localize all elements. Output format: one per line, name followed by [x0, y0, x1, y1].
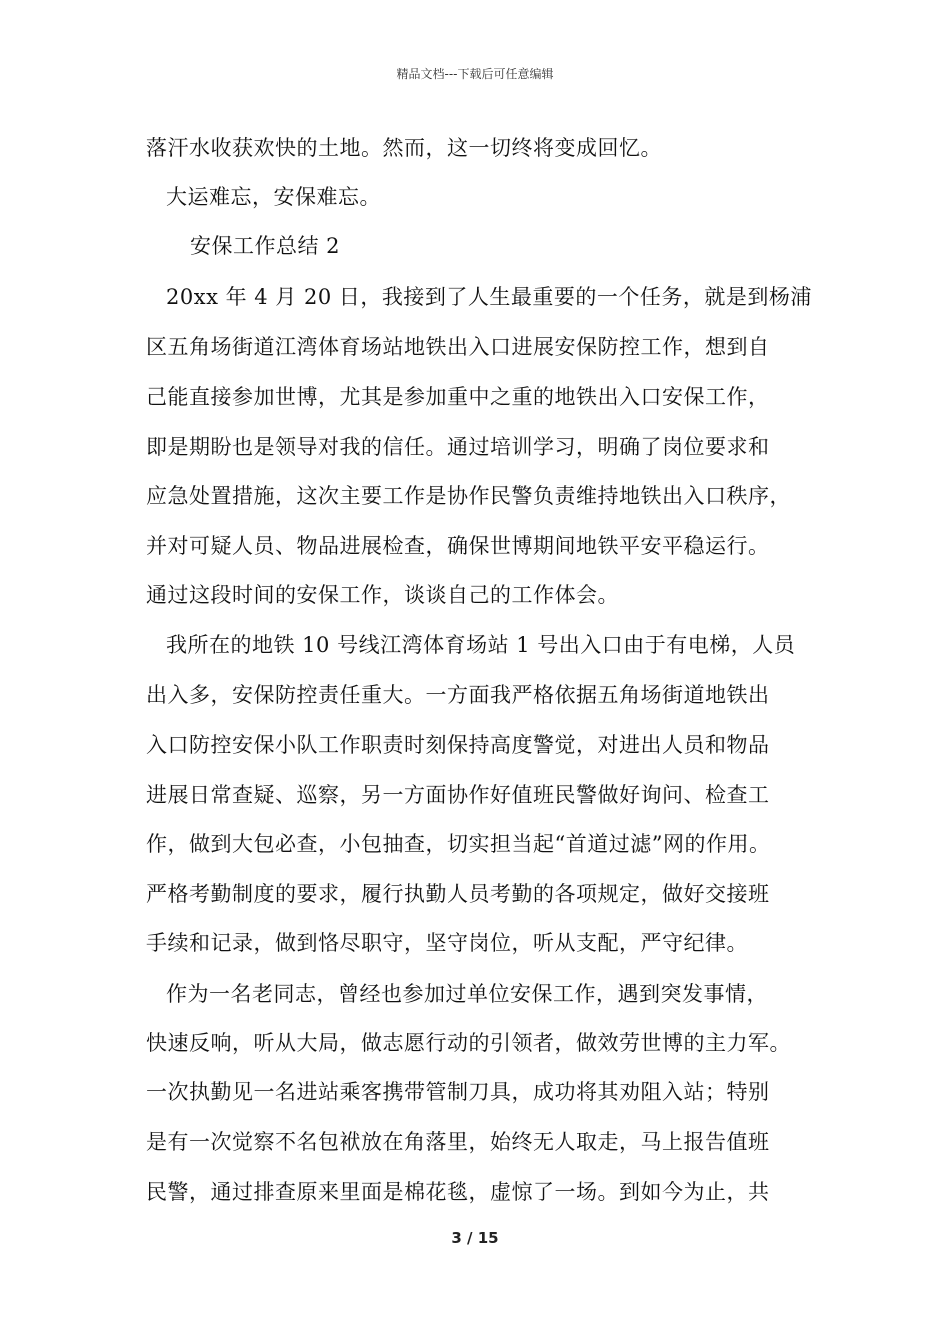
text-line: 应急处置措施，这次主要工作是协作民警负责维持地铁出入口秩序，: [146, 484, 791, 508]
text-line: 己能直接参加世博，尤其是参加重中之重的地铁出入口安保工作，: [146, 385, 770, 409]
text-line: 作，做到大包必查，小包抽查，切实担当起“首道过滤”网的作用。: [146, 832, 771, 856]
text-line: 20xx 年 4 月 20 日，我接到了人生最重要的一个任务，就是到杨浦: [166, 285, 812, 309]
text-line: 通过这段时间的安保工作，谈谈自己的工作体会。: [146, 583, 619, 607]
section-title: 安保工作总结 2: [190, 234, 341, 258]
text-line: 落汗水收获欢快的土地。然而，这一切终将变成回忆。: [146, 136, 662, 160]
text-line: 并对可疑人员、物品进展检查，确保世博期间地铁平安平稳运行。: [146, 534, 770, 558]
text-line: 我所在的地铁 10 号线江湾体育场站 1 号出入口由于有电梯，人员: [166, 633, 796, 657]
text-line: 即是期盼也是领导对我的信任。通过培训学习，明确了岗位要求和: [146, 435, 770, 459]
text-line: 作为一名老同志，曾经也参加过单位安保工作，遇到突发事情，: [166, 982, 768, 1006]
page-header: 精品文档---下载后可任意编辑: [396, 67, 554, 81]
text-line: 入口防控安保小队工作职责时刻保持高度警觉，对进出人员和物品: [146, 733, 770, 757]
text-line: 严格考勤制度的要求，履行执勤人员考勤的各项规定，做好交接班: [146, 882, 770, 906]
text-line: 进展日常查疑、巡察，另一方面协作好值班民警做好询问、检查工: [146, 783, 770, 807]
text-line: 是有一次觉察不名包袱放在角落里，始终无人取走，马上报告值班: [146, 1130, 770, 1154]
text-line: 快速反响，听从大局，做志愿行动的引领者，做效劳世博的主力军。: [146, 1031, 791, 1055]
page-number: 3 / 15: [451, 1229, 499, 1247]
text-line: 区五角场街道江湾体育场站地铁出入口进展安保防控工作，想到自: [146, 335, 770, 359]
text-line: 大运难忘，安保难忘。: [166, 185, 381, 209]
text-line: 一次执勤见一名进站乘客携带管制刀具，成功将其劝阻入站；特别: [146, 1080, 770, 1104]
text-line: 出入多，安保防控责任重大。一方面我严格依据五角场街道地铁出: [146, 683, 770, 707]
text-line: 民警，通过排查原来里面是棉花毯，虚惊了一场。到如今为止，共: [146, 1180, 770, 1204]
text-line: 手续和记录，做到恪尽职守，坚守岗位，听从支配，严守纪律。: [146, 931, 748, 955]
